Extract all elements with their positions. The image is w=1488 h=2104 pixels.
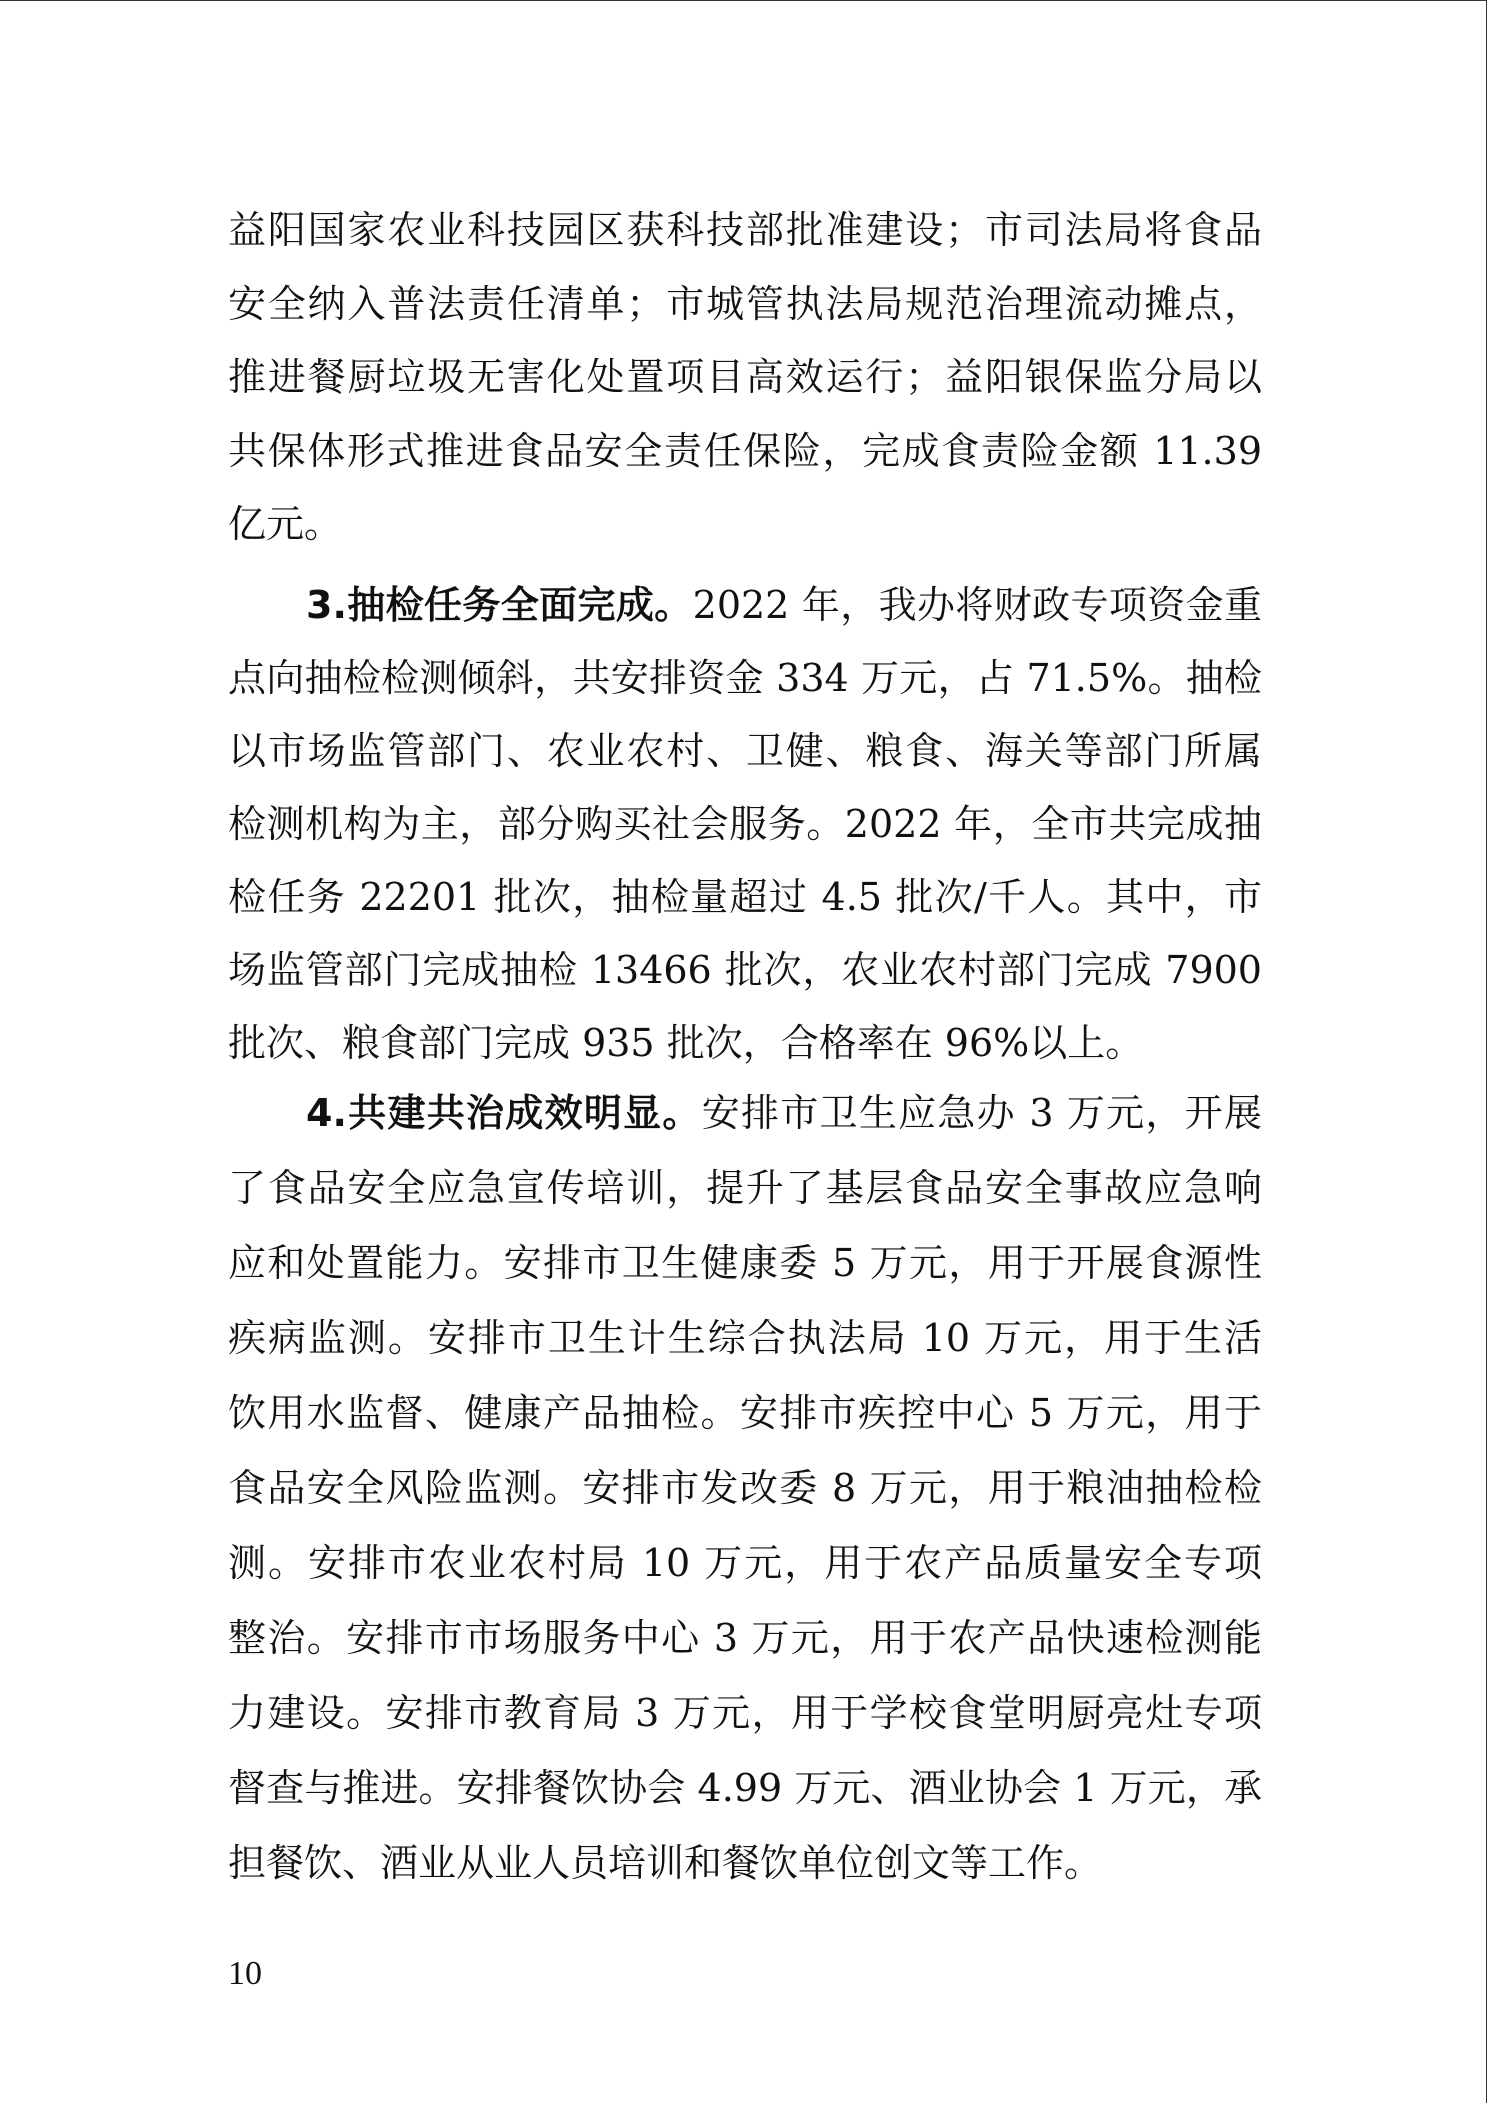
text-line bbox=[228, 500, 1262, 548]
text-line bbox=[228, 1614, 1262, 1662]
text-line bbox=[228, 206, 1262, 254]
text-segment: 督查与推进。安排餐饮协会 4.99 万元、酒业协会 1 万元，承 bbox=[228, 1766, 1262, 1810]
page-number: 10 bbox=[228, 1955, 262, 1992]
text-segment: 以市场监管部门、农业农村、卫健、粮食、海关等部门所属 bbox=[228, 729, 1262, 773]
section-heading: 3.抽检任务全面完成。 bbox=[306, 583, 693, 627]
text-line bbox=[228, 353, 1262, 401]
text-segment: 食品安全风险监测。安排市发改委 8 万元，用于粮油抽检检 bbox=[228, 1466, 1262, 1510]
text-segment: 亿元。 bbox=[228, 502, 343, 546]
text-line bbox=[228, 654, 1262, 702]
text-segment: 测。安排市农业农村局 10 万元，用于农产品质量安全专项 bbox=[228, 1541, 1262, 1585]
text-segment: 担餐饮、酒业从业人员培训和餐饮单位创文等工作。 bbox=[228, 1841, 1103, 1885]
text-line bbox=[228, 280, 1262, 328]
text-line bbox=[228, 1689, 1262, 1737]
text-line bbox=[228, 1839, 1262, 1887]
text-segment: 安全纳入普法责任清单；市城管执法局规范治理流动摊点， bbox=[228, 281, 1262, 326]
text-segment: 应和处置能力。安排市卫生健康委 5 万元，用于开展食源性 bbox=[228, 1241, 1262, 1285]
text-line bbox=[228, 1239, 1262, 1287]
text-segment: 安排市卫生应急办 3 万元，开展 bbox=[701, 1091, 1262, 1135]
text-segment: 共保体形式推进食品安全责任保险，完成食责险金额 11.39 bbox=[228, 428, 1262, 473]
text-line bbox=[228, 1539, 1262, 1587]
text-line bbox=[306, 1089, 1262, 1137]
text-segment: 整治。安排市市场服务中心 3 万元，用于农产品快速检测能 bbox=[228, 1616, 1262, 1660]
text-line bbox=[228, 873, 1262, 921]
text-segment: 点向抽检检测倾斜，共安排资金 334 万元，占 71.5%。抽检 bbox=[228, 656, 1262, 700]
text-segment: 场监管部门完成抽检 13466 批次，农业农村部门完成 7900 bbox=[228, 948, 1262, 992]
text-line bbox=[228, 1389, 1262, 1437]
text-segment: 疾病监测。安排市卫生计生综合执法局 10 万元，用于生活 bbox=[228, 1316, 1262, 1360]
text-segment: 益阳国家农业科技园区获科技部批准建设；市司法局将食品 bbox=[228, 208, 1262, 252]
text-segment: 2022 年，我办将财政专项资金重 bbox=[692, 583, 1262, 627]
text-line bbox=[228, 727, 1262, 775]
text-segment: 检任务 22201 批次，抽检量超过 4.5 批次/千人。其中，市 bbox=[228, 875, 1262, 919]
text-line bbox=[228, 1019, 1262, 1067]
text-segment: 了食品安全应急宣传培训，提升了基层食品安全事故应急响 bbox=[228, 1166, 1262, 1210]
text-segment: 推进餐厨垃圾无害化处置项目高效运行；益阳银保监分局以 bbox=[228, 355, 1262, 399]
text-segment: 力建设。安排市教育局 3 万元，用于学校食堂明厨亮灶专项 bbox=[228, 1691, 1262, 1735]
text-line bbox=[228, 1464, 1262, 1512]
text-line bbox=[228, 800, 1262, 848]
text-line bbox=[228, 427, 1262, 475]
text-line bbox=[228, 1164, 1262, 1212]
text-line bbox=[228, 1764, 1262, 1812]
text-line bbox=[306, 581, 1262, 629]
text-segment: 批次、粮食部门完成 935 批次，合格率在 96%以上。 bbox=[228, 1021, 1144, 1065]
section-heading: 4.共建共治成效明显。 bbox=[306, 1091, 702, 1135]
text-segment: 检测机构为主，部分购买社会服务。2022 年，全市共完成抽 bbox=[228, 802, 1262, 846]
text-segment: 饮用水监督、健康产品抽检。安排市疾控中心 5 万元，用于 bbox=[228, 1391, 1262, 1435]
text-line bbox=[228, 946, 1262, 994]
text-line bbox=[228, 1314, 1262, 1362]
